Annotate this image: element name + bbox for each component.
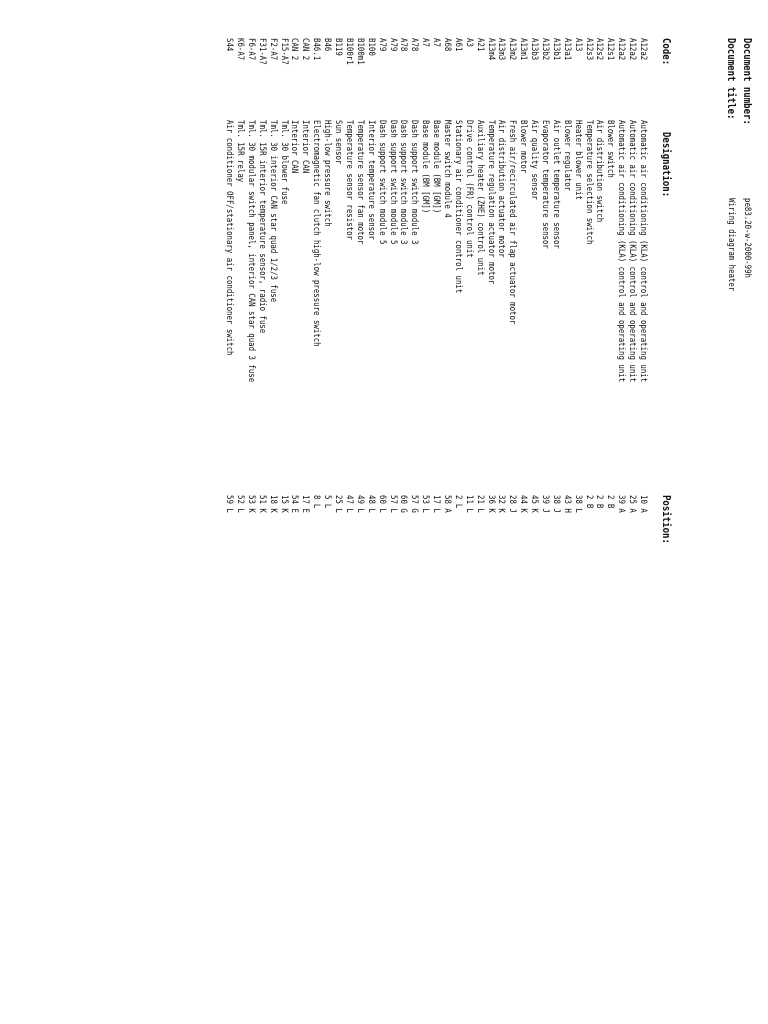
row-position: 10 A [638, 495, 648, 513]
row-designation: Blower motor [518, 120, 529, 174]
table-row [289, 0, 300, 1024]
row-position: 52 L [235, 495, 246, 513]
table-row [604, 0, 615, 1024]
row-designation: Air quality sensor [529, 120, 540, 200]
row-designation: Tml. 30 blower fuse [278, 120, 289, 205]
table-row [387, 0, 398, 1024]
row-position: 38 J [550, 495, 561, 513]
row-designation: Automatic air conditioning (KLA) control and operating unit [627, 120, 638, 383]
table-row [398, 0, 409, 1024]
row-code: A13m1 [518, 38, 529, 61]
row-code: B46 [322, 38, 333, 52]
row-position: 47 L [343, 495, 354, 513]
row-position: 53 L [420, 495, 431, 513]
row-code: A13a1 [561, 38, 572, 61]
table-row [539, 0, 550, 1024]
row-position: 53 K [245, 495, 256, 513]
table-row [441, 0, 452, 1024]
wiring-table [223, 0, 648, 1024]
row-designation: Interior CAN [300, 120, 311, 174]
table-row [615, 0, 626, 1024]
row-code: A78 [398, 38, 409, 52]
row-position: 18 K [267, 495, 278, 513]
row-code: A78 [409, 38, 420, 52]
row-designation: Base module (BM [GM]) [420, 120, 431, 214]
row-code: F31-A7 [256, 38, 267, 65]
row-code: A7 [431, 38, 442, 47]
row-position: 58 A [441, 495, 452, 513]
row-code: A12a2 [638, 38, 648, 61]
row-code: B100m1 [354, 38, 365, 65]
row-position: 8 L [311, 495, 322, 509]
row-designation: Temperature sensor fan motor [354, 120, 365, 245]
row-position: 25 L [333, 495, 344, 513]
row-code: A12a2 [627, 38, 638, 61]
row-position: 36 K [485, 495, 496, 513]
table-row [310, 0, 321, 1024]
row-designation: Dash support switch module 3 [409, 120, 420, 245]
table-row [343, 0, 354, 1024]
table-row [267, 0, 278, 1024]
row-position: 38 L [572, 495, 583, 513]
table-row [474, 0, 485, 1024]
row-position: 32 K [496, 495, 507, 513]
table-row [256, 0, 267, 1024]
table-row [626, 0, 637, 1024]
row-code: A12s3 [583, 38, 594, 61]
table-row [496, 0, 507, 1024]
row-code: A7 [420, 38, 431, 47]
row-code: A61 [452, 38, 463, 52]
row-code: B100 [365, 38, 376, 56]
row-position: 51 K [256, 495, 267, 513]
row-code: A12a2 [616, 38, 627, 61]
row-code: A13b1 [550, 38, 561, 61]
row-position: 17 E [300, 495, 311, 513]
row-position: 25 A [627, 495, 638, 513]
row-designation: Drive control (FR) control unit [463, 120, 474, 258]
row-designation: Temperature regulation actuator motor [485, 120, 496, 285]
row-designation: Interior CAN [289, 120, 300, 174]
column-header-position: Position: [660, 495, 673, 544]
row-code: B100r1 [343, 38, 354, 65]
row-designation: Master switch module 4 [441, 120, 452, 218]
row-designation: Fresh air/recirculated air flap actuator motor [507, 120, 518, 325]
row-designation: Evaporator temperature sensor [539, 120, 550, 249]
row-designation: Heater blower unit [572, 120, 583, 200]
row-code: A21 [474, 38, 485, 52]
row-position: 21 L [474, 495, 485, 513]
table-row [430, 0, 441, 1024]
table-row [278, 0, 289, 1024]
row-code: A12s2 [594, 38, 605, 61]
row-position: 43 H [561, 495, 572, 513]
row-code: A13m3 [496, 38, 507, 61]
row-designation: Air distribution switch [594, 120, 605, 223]
row-designation: Stationary air conditioner control unit [452, 120, 463, 294]
row-designation: Tml. 30 modular switch panel, interior CAN star quad 3 fuse [245, 120, 256, 383]
table-row [572, 0, 583, 1024]
table-row [332, 0, 343, 1024]
row-position: 2 B [605, 495, 616, 509]
row-designation: Air conditioner OFF/stationary air conditioner switch [224, 120, 235, 356]
row-code: A79 [387, 38, 398, 52]
row-designation: Dash support switch module 5 [387, 120, 398, 245]
row-designation: Base module (BM [GM]) [431, 120, 442, 214]
row-position: 44 K [518, 495, 529, 513]
table-row [517, 0, 528, 1024]
row-code: A13m2 [507, 38, 518, 61]
row-designation: Tml. 30 interior CAN star quad 1/2/3 fuse [267, 120, 278, 303]
row-designation: Tml. 15R relay [235, 120, 246, 183]
row-code: K6-A7 [235, 38, 246, 61]
row-position: 54 E [289, 495, 300, 513]
row-code: A68 [441, 38, 452, 52]
table-row [452, 0, 463, 1024]
row-designation: Sun sensor [333, 120, 344, 165]
row-designation: Temperature selection switch [583, 120, 594, 245]
row-position: 2 L [452, 495, 463, 509]
row-designation: Blower switch [605, 120, 616, 178]
row-code: A12s1 [605, 38, 616, 61]
table-row [245, 0, 256, 1024]
row-designation: Tml. 15R interior temperature sensor, radio fuse [256, 120, 267, 334]
table-row [550, 0, 561, 1024]
row-code: CAN 2 [289, 38, 300, 61]
table-row [637, 0, 648, 1024]
table-row [506, 0, 517, 1024]
table-row [376, 0, 387, 1024]
table-row [419, 0, 430, 1024]
row-position: 60 L [376, 495, 387, 513]
row-code: CAN 2 [300, 38, 311, 61]
row-position: 39 J [539, 495, 550, 513]
doc-number-label: Document number: [741, 38, 754, 125]
row-code: S44 [224, 38, 235, 52]
row-position: 5 L [322, 495, 333, 509]
row-position: 57 G [409, 495, 420, 513]
row-position: 48 L [365, 495, 376, 513]
row-designation: High-low pressure switch [322, 120, 333, 227]
row-code: A13b2 [539, 38, 550, 61]
doc-title-label: Document title: [725, 38, 738, 120]
table-row [321, 0, 332, 1024]
table-row [354, 0, 365, 1024]
table-row [463, 0, 474, 1024]
table-row [485, 0, 496, 1024]
row-code: A13m4 [485, 38, 496, 61]
row-designation: Blower regulator [561, 120, 572, 192]
row-designation: Air outlet temperature sensor [550, 120, 561, 249]
row-position: 17 L [431, 495, 442, 513]
table-row [583, 0, 594, 1024]
row-position: 11 L [463, 495, 474, 513]
row-designation: Dash support switch module 3 [398, 120, 409, 245]
row-code: A3 [463, 38, 474, 47]
doc-number-value: pe83.20-w-2000-99h [742, 198, 752, 278]
row-position: 49 L [354, 495, 365, 513]
table-row [561, 0, 572, 1024]
row-position: 15 K [278, 495, 289, 513]
row-position: 39 A [616, 495, 627, 513]
row-designation: Auxiliary heater (ZHE) control unit [474, 120, 485, 276]
row-code: A79 [376, 38, 387, 52]
row-position: 59 L [224, 495, 235, 513]
row-position: 28 J [507, 495, 518, 513]
doc-title-value: Wiring diagram heater [726, 198, 736, 292]
row-designation: Interior temperature sensor [365, 120, 376, 240]
row-designation: Air distribution actuator motor [496, 120, 507, 258]
table-row [300, 0, 311, 1024]
row-designation: Dash support switch module 5 [376, 120, 387, 245]
table-row [528, 0, 539, 1024]
column-header-designation: Designation: [660, 132, 673, 198]
table-row [223, 0, 234, 1024]
row-position: 57 L [387, 495, 398, 513]
row-position: 60 G [398, 495, 409, 513]
row-designation: Automatic air conditioning (KLA) control and operating unit [638, 120, 648, 383]
row-code: A13 [572, 38, 583, 52]
row-code: F6-A7 [245, 38, 256, 61]
row-position: 45 K [529, 495, 540, 513]
row-code: F15-A7 [278, 38, 289, 65]
table-row [365, 0, 376, 1024]
row-designation: Electromagnetic fan clutch high-low pressure switch [311, 120, 322, 347]
column-header-code: Code: [660, 38, 673, 66]
row-designation: Temperature sensor resistor [343, 120, 354, 240]
row-position: 2 B [594, 495, 605, 509]
row-position: 2 B [583, 495, 594, 509]
table-row [594, 0, 605, 1024]
table-row [408, 0, 419, 1024]
row-code: B119 [333, 38, 344, 56]
row-code: B46.1 [311, 38, 322, 61]
table-row [234, 0, 245, 1024]
row-code: F2-A7 [267, 38, 278, 61]
row-code: A13b3 [529, 38, 540, 61]
row-designation: Automatic air conditioning (KLA) control and operating unit [616, 120, 627, 383]
